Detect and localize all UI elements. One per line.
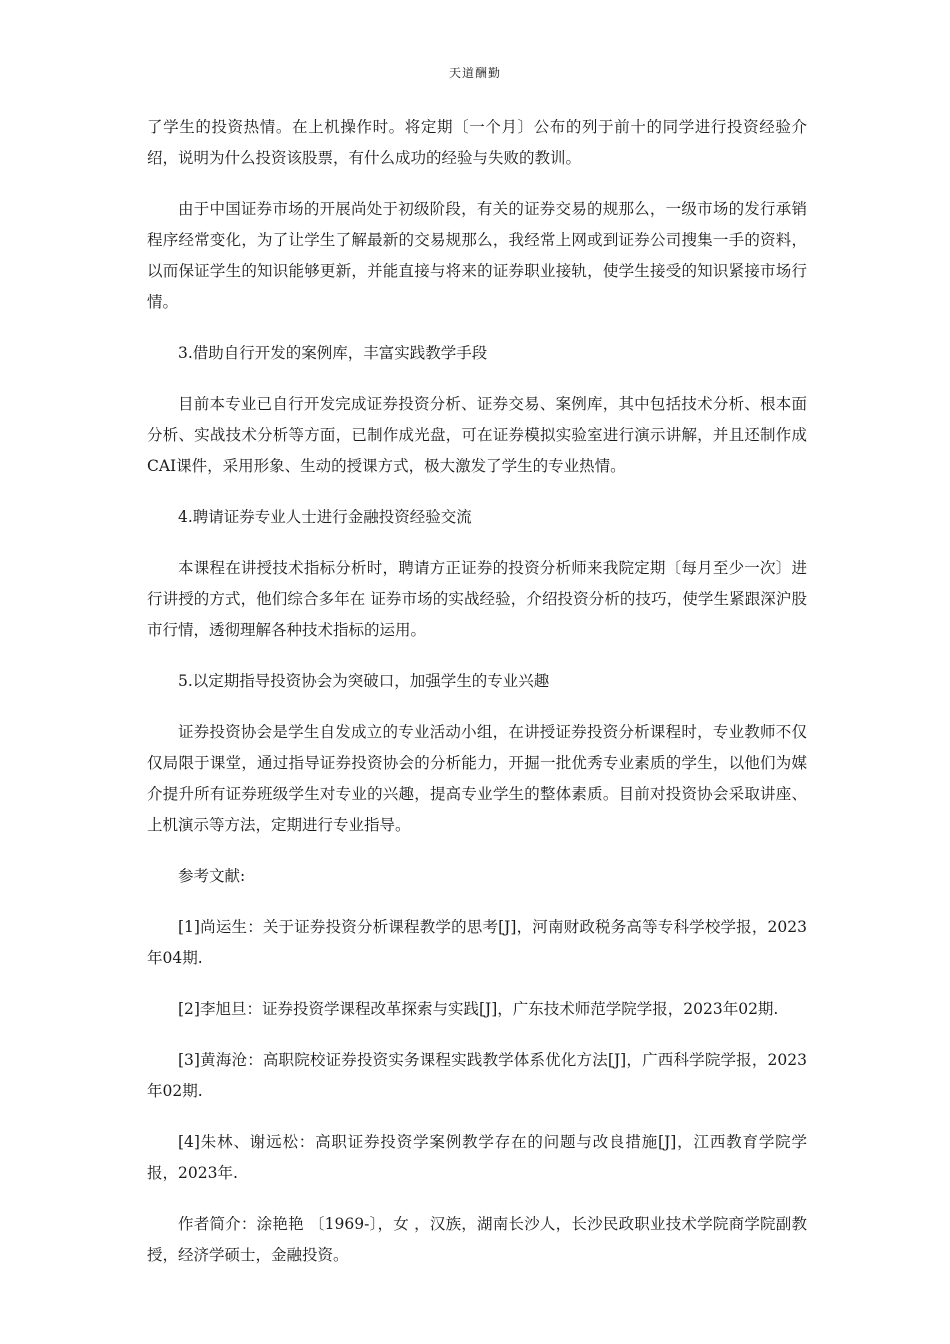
section-heading-4: 4.聘请证券专业人士进行金融投资经验交流 — [178, 508, 472, 526]
section-heading-5: 5.以定期指导投资协会为突破口，加强学生的专业兴趣 — [178, 672, 550, 690]
paragraph-continued: 了学生的投资热情。在上机操作时。将定期〔一个月〕公布的列于前十的同学进行投资经验介绍，说明为什么投资该股票，有什么成功的经验与失败的教训。 — [147, 118, 807, 167]
section-heading-3: 3.借助自行开发的案例库，丰富实践教学手段 — [178, 344, 488, 362]
references-heading: 参考文献: — [178, 867, 246, 885]
paragraph-experts: 本课程在讲授技术指标分析时，聘请方正证券的投资分析师来我院定期〔每月至少一次〕进行讲授的方式，他们综合多年在 证券市场的实战经验，介绍投资分析的技巧，使学生紧跟深沪股市行情，透彻理解各种技术指标的运用。 — [147, 559, 807, 639]
paragraph-case-library: 目前本专业已自行开发完成证券投资分析、证券交易、案例库，其中包括技术分析、根本面分析、实战技术分析等方面，已制作成光盘，可在证券模拟实验室进行演示讲解，并且还制作成CAI课件，采用形象、生动的授课方式，极大激发了学生的专业热情。 — [147, 395, 807, 475]
reference-item-2: [2]李旭旦：证券投资学课程改革探索与实践[J]，广东技术师范学院学报，2023年02期. — [178, 1000, 779, 1018]
reference-item-1: [1]尚运生：关于证券投资分析课程教学的思考[J]，河南财政税务高等专科学校学报，2023年04期. — [147, 918, 807, 967]
page-header: 天道酬勤 — [448, 66, 501, 80]
document-body — [147, 112, 807, 1291]
author-bio: 作者简介：涂艳艳 〔1969-〕，女 ，汉族，湖南长沙人，长沙民政职业技术学院商学院副教授，经济学硕士，金融投资。 — [147, 1215, 807, 1264]
reference-item-3: [3]黄海沧：高职院校证券投资实务课程实践教学体系优化方法[J]，广西科学院学报，2023年02期. — [147, 1051, 807, 1100]
reference-item-4: [4]朱林、谢远松：高职证券投资学案例教学存在的问题与改良措施[J]，江西教育学院学报，2023年. — [147, 1133, 807, 1182]
paragraph-market-development: 由于中国证券市场的开展尚处于初级阶段，有关的证券交易的规那么，一级市场的发行承销程序经常变化，为了让学生了解最新的交易规那么，我经常上网或到证券公司搜集一手的资料，以而保证学生的知识能够更新，并能直接与将来的证券职业接轨，使学生接受的知识紧接市场行情。 — [147, 200, 807, 311]
paragraph-investment-association: 证券投资协会是学生自发成立的专业活动小组，在讲授证券投资分析课程时，专业教师不仅仅局限于课堂，通过指导证券投资协会的分析能力，开掘一批优秀专业素质的学生，以他们为媒介提升所有证券班级学生对专业的兴趣，提高专业学生的整体素质。目前对投资协会采取讲座、上机演示等方法，定期进行专业指导。 — [147, 723, 807, 834]
